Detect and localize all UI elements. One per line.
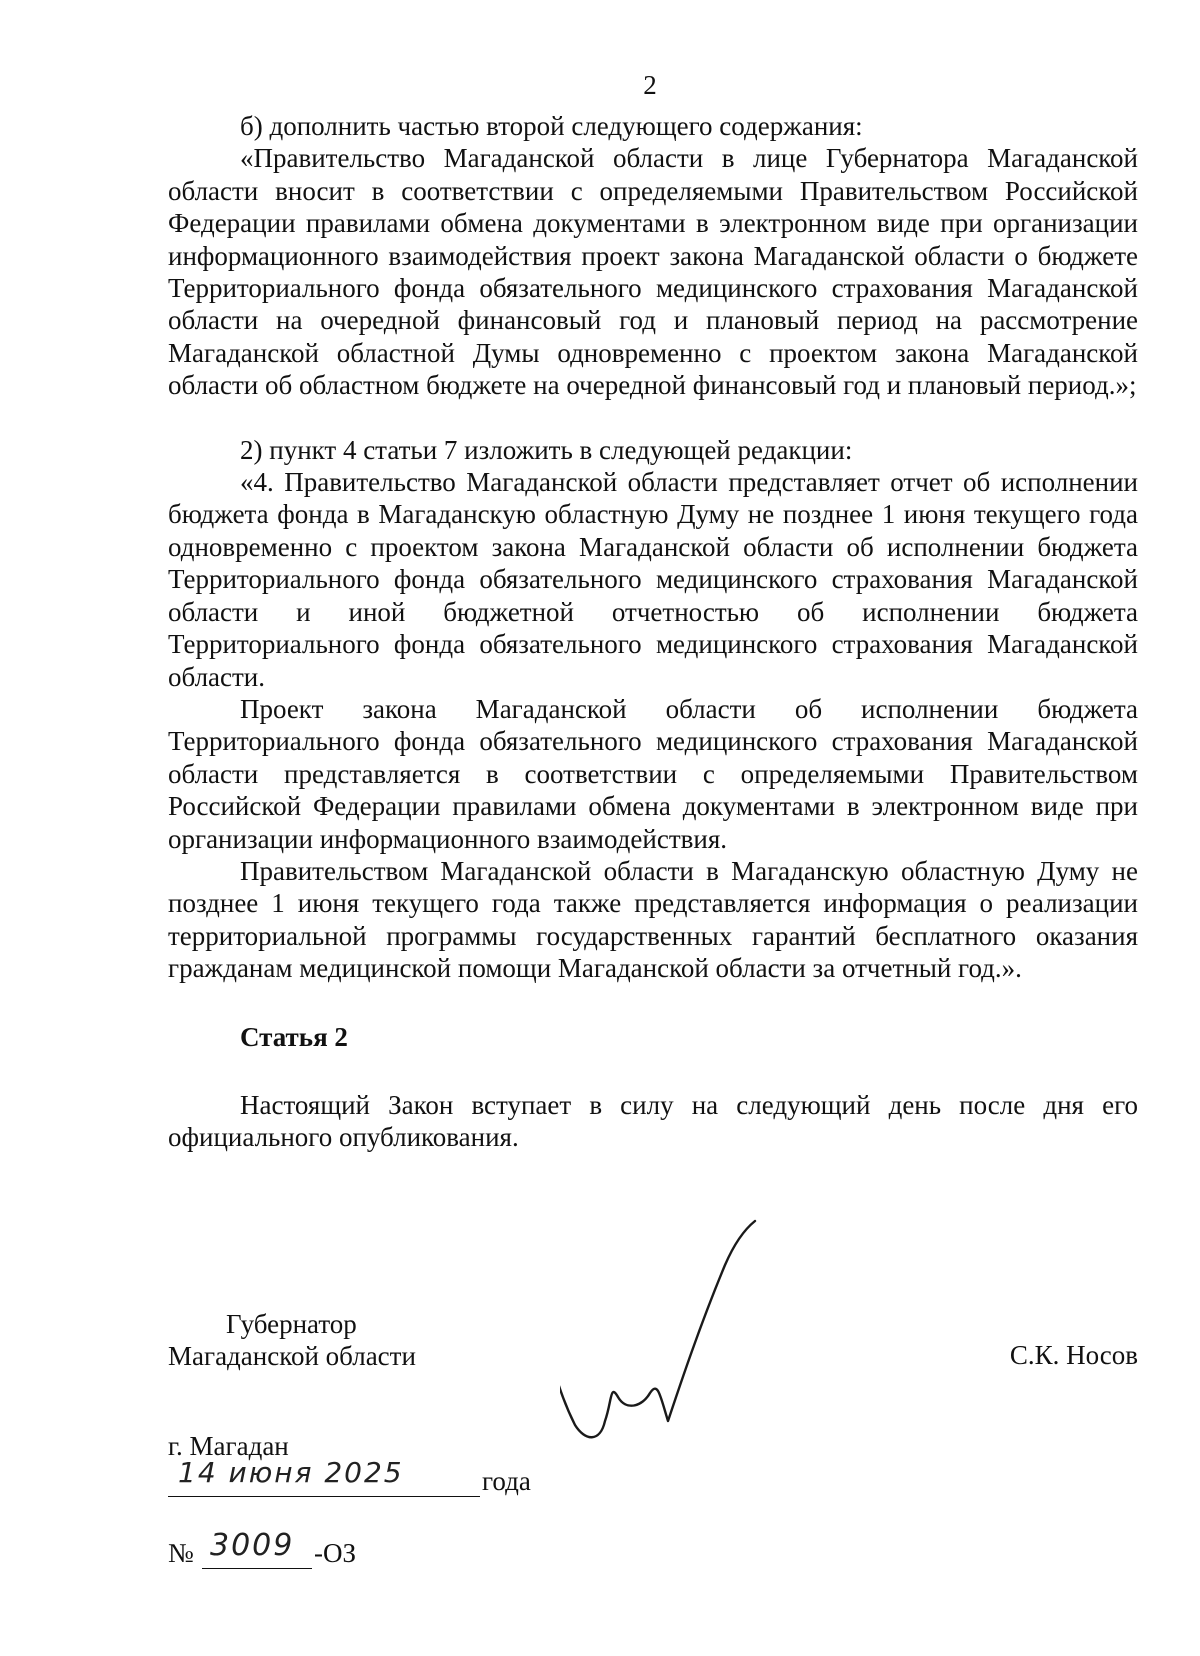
handwritten-number: 3009 bbox=[210, 1528, 295, 1563]
handwritten-date: 14 июня 2025 bbox=[178, 1456, 404, 1489]
page-number: 2 bbox=[643, 70, 657, 100]
paragraph: Правительством Магаданской области в Магаданскую областную Думу не позднее 1 июня текущего года также представляется информация о реализации территориальной программы государственных гарантий бесплатного оказания гражданам медицинской помощи Магаданской области за отчетный год.». bbox=[168, 855, 1138, 984]
handwritten-signature bbox=[560, 1185, 760, 1445]
article-heading: Статья 2 bbox=[240, 1021, 348, 1052]
paragraph: Проект закона Магаданской области об исполнении бюджета Территориального фонда обязательного медицинского страхования Магаданской области представляется в соответствии с определяемыми Правительством Российской Федерации правилами обмена документами в электронном виде при организации информационного взаимодействия. bbox=[168, 693, 1138, 854]
governor-title-line2: Магаданской области bbox=[168, 1341, 416, 1371]
article-text: Настоящий Закон вступает в силу на следующий день после дня его официального опубликования. bbox=[168, 1089, 1138, 1153]
paragraph: 2) пункт 4 статьи 7 изложить в следующей редакции: bbox=[240, 434, 853, 465]
governor-title-line1: Губернатор bbox=[226, 1309, 357, 1339]
date-suffix: года bbox=[482, 1466, 531, 1496]
law-number bbox=[168, 1528, 468, 1574]
governor-title bbox=[168, 1308, 416, 1372]
number-underline bbox=[202, 1568, 312, 1569]
number-sign: № bbox=[168, 1538, 194, 1568]
paragraph: «Правительство Магаданской области в лице Губернатора Магаданской области вносит в соответствии с определяемыми Правительством Российской Федерации правилами обмена документами в электронном виде при организации информационного взаимодействия проект закона Магаданской области о бюджете Территориального фонда обязательного медицинского страхования Магаданской области на очередной финансовый год и плановый период на рассмотрение Магаданской областной Думы одновременно с проектом закона Магаданской области об областном бюджете на очередной финансовый год и плановый период.»; bbox=[168, 143, 1138, 401]
signing-date bbox=[168, 1456, 568, 1502]
document-body bbox=[168, 110, 1138, 1154]
paragraph-gap bbox=[168, 402, 1138, 434]
signer-name: С.К. Носов bbox=[1009, 1340, 1138, 1370]
number-suffix: -ОЗ bbox=[314, 1538, 357, 1568]
paragraph-gap bbox=[168, 985, 1138, 1021]
date-underline bbox=[168, 1496, 480, 1497]
paragraph: б) дополнить частью второй следующего содержания: bbox=[240, 111, 863, 141]
paragraph-gap bbox=[168, 1053, 1138, 1089]
place-of-signing: г. Магадан bbox=[168, 1431, 289, 1461]
paragraph: «4. Правительство Магаданской области представляет отчет об исполнении бюджета фонда в Магаданскую областную Думу не позднее 1 июня текущего года одновременно с проектом закона Магаданской области об исполнении бюджета Территориального фонда обязательного медицинского страхования Магаданской области и иной бюджетной отчетностью об исполнении бюджета Территориального фонда обязательного медицинского страхования Магаданской области. bbox=[168, 467, 1138, 692]
